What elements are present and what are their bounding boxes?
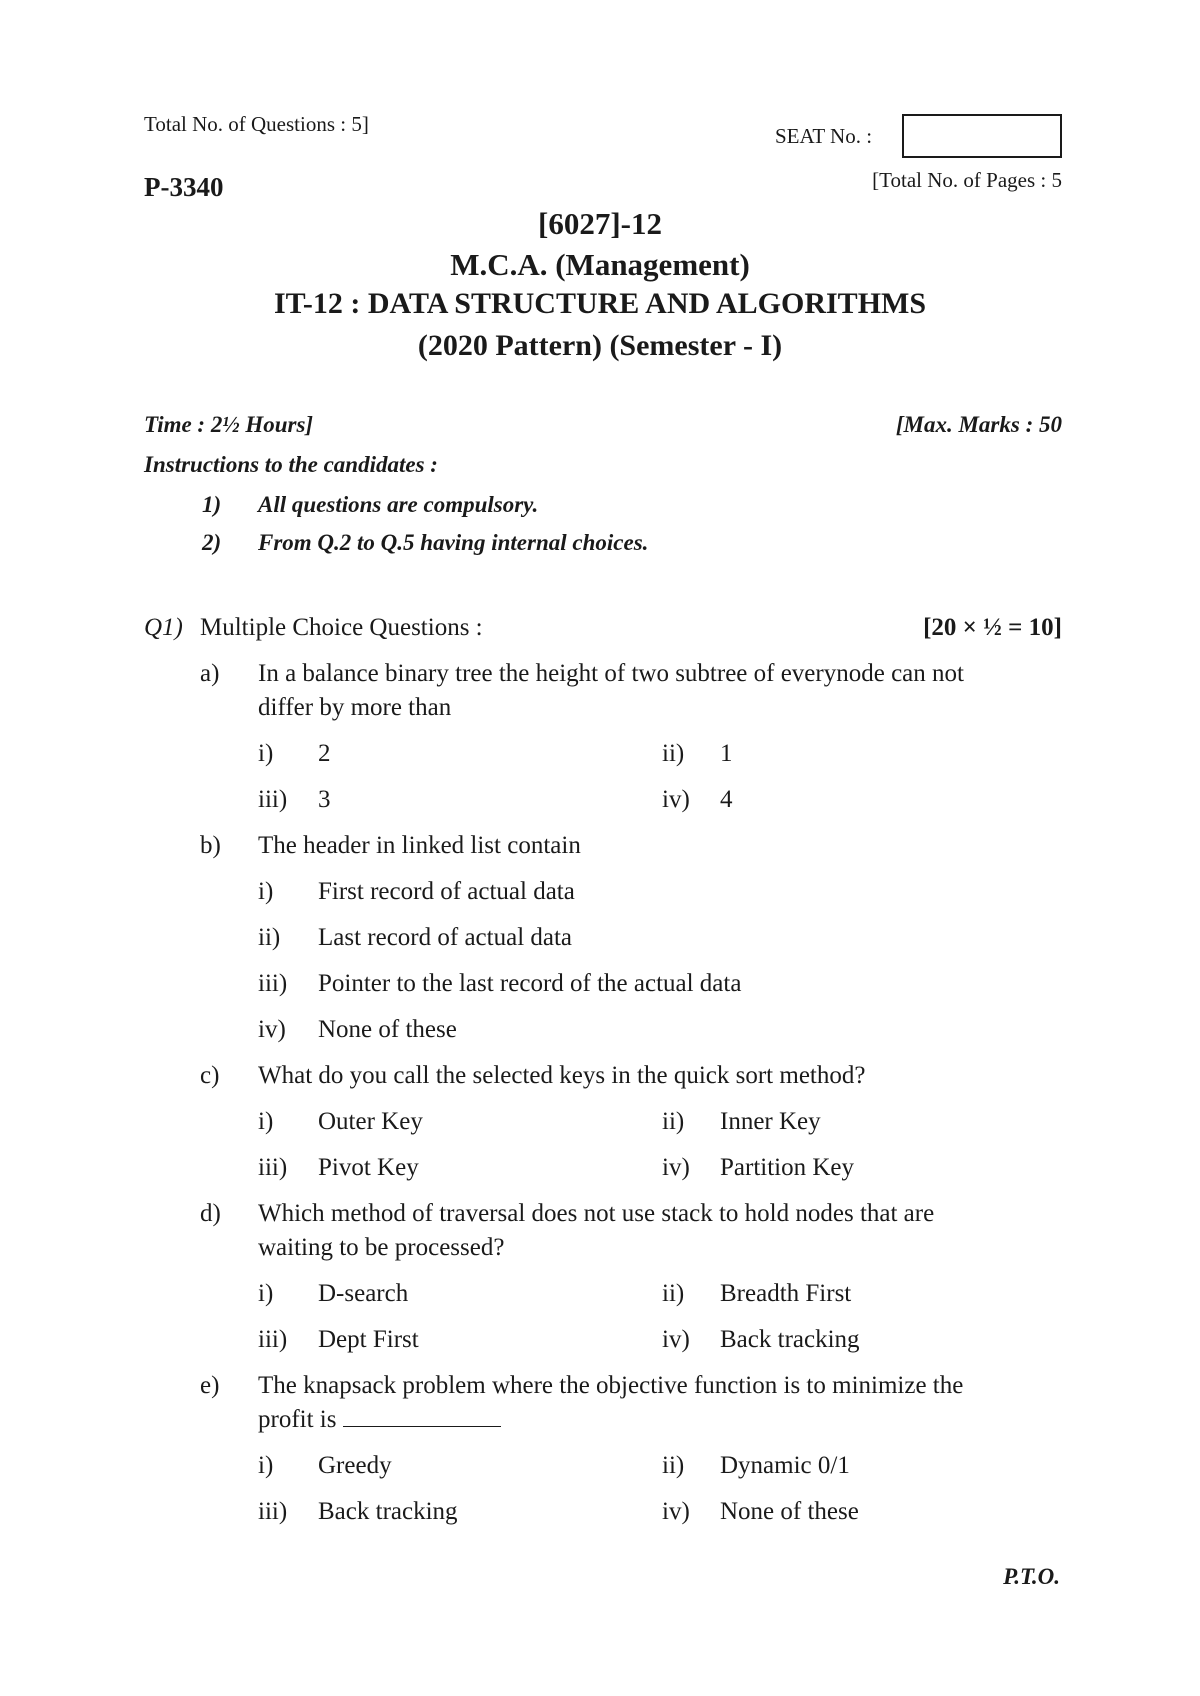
item-question: profit is [258,1406,337,1433]
seat-no-label: SEAT No. : [775,124,873,148]
option-number: ii) [662,740,685,767]
paper-code: P-3340 [144,172,224,202]
option-text: Inner Key [720,1108,821,1135]
option-number: ii) [258,924,281,951]
item-question-with-blank [258,1406,501,1434]
seat-no-box[interactable] [902,114,1062,158]
item-question: Which method of traversal does not use stack to hold nodes that are [258,1200,935,1227]
option-text: 4 [720,786,733,813]
option-number: i) [258,1108,274,1135]
course-title: M.C.A. (Management) [450,247,750,282]
option-number: iii) [258,1154,288,1181]
option-text: Back tracking [318,1498,458,1525]
time-allowed: Time : 2½ Hours] [144,412,314,437]
option-number: ii) [662,1280,685,1307]
option-text: D-search [318,1280,409,1307]
question-number: Q1) [144,614,183,641]
option-number: iv) [662,1498,690,1525]
item-question: The knapsack problem where the objective function is to minimize the [258,1372,964,1399]
option-number: i) [258,1280,274,1307]
subject-title: IT-12 : DATA STRUCTURE AND ALGORITHMS [273,287,927,320]
exam-code: [6027]-12 [538,206,662,241]
item-question: In a balance binary tree the height of two subtree of everynode can not [258,660,964,687]
option-text: Outer Key [318,1108,423,1135]
option-text: Greedy [318,1452,392,1479]
answer-blank [343,1406,501,1427]
option-text: Dynamic 0/1 [720,1452,850,1479]
option-text: First record of actual data [318,878,575,905]
option-text: Pointer to the last record of the actual data [318,970,742,997]
instruction-number: 2) [202,530,222,555]
item-letter: a) [200,660,220,687]
item-letter: d) [200,1200,221,1227]
option-number: i) [258,878,274,905]
option-number: ii) [662,1452,685,1479]
option-text: Back tracking [720,1326,860,1353]
item-question: What do you call the selected keys in the quick sort method? [258,1062,866,1089]
pto-label: P.T.O. [1003,1564,1060,1589]
option-number: iii) [258,1326,288,1353]
item-letter: c) [200,1062,220,1089]
instruction-text: From Q.2 to Q.5 having internal choices. [258,530,649,555]
pattern-title: (2020 Pattern) (Semester - I) [417,329,783,362]
instructions-heading: Instructions to the candidates : [144,452,438,477]
option-number: iv) [258,1016,286,1043]
option-text: Last record of actual data [318,924,573,951]
option-number: iv) [662,786,690,813]
item-question: waiting to be processed? [258,1234,505,1261]
option-text: 1 [720,740,733,767]
option-number: iii) [258,1498,288,1525]
option-text: Dept First [318,1326,419,1353]
max-marks: [Max. Marks : 50 [895,412,1062,437]
item-question: differ by more than [258,694,452,721]
option-number: i) [258,740,274,767]
item-letter: b) [200,832,221,859]
option-text: None of these [318,1016,457,1043]
option-number: iv) [662,1326,690,1353]
question-title: Multiple Choice Questions : [200,614,483,641]
item-question: The header in linked list contain [258,832,581,859]
option-text: Breadth First [720,1280,852,1307]
option-text: None of these [720,1498,859,1525]
option-number: iii) [258,970,288,997]
option-number: iv) [662,1154,690,1181]
option-number: ii) [662,1108,685,1135]
total-questions: Total No. of Questions : 5] [144,112,369,136]
option-text: Partition Key [720,1154,855,1181]
option-number: iii) [258,786,288,813]
total-pages: [Total No. of Pages : 5 [872,168,1062,192]
option-number: i) [258,1452,274,1479]
option-text: 3 [318,786,331,813]
option-text: Pivot Key [318,1154,419,1181]
item-letter: e) [200,1372,220,1399]
option-text: 2 [318,740,331,767]
instruction-number: 1) [202,492,222,517]
question-marks: [20 × ½ = 10] [923,614,1062,641]
instruction-text: All questions are compulsory. [258,492,539,517]
